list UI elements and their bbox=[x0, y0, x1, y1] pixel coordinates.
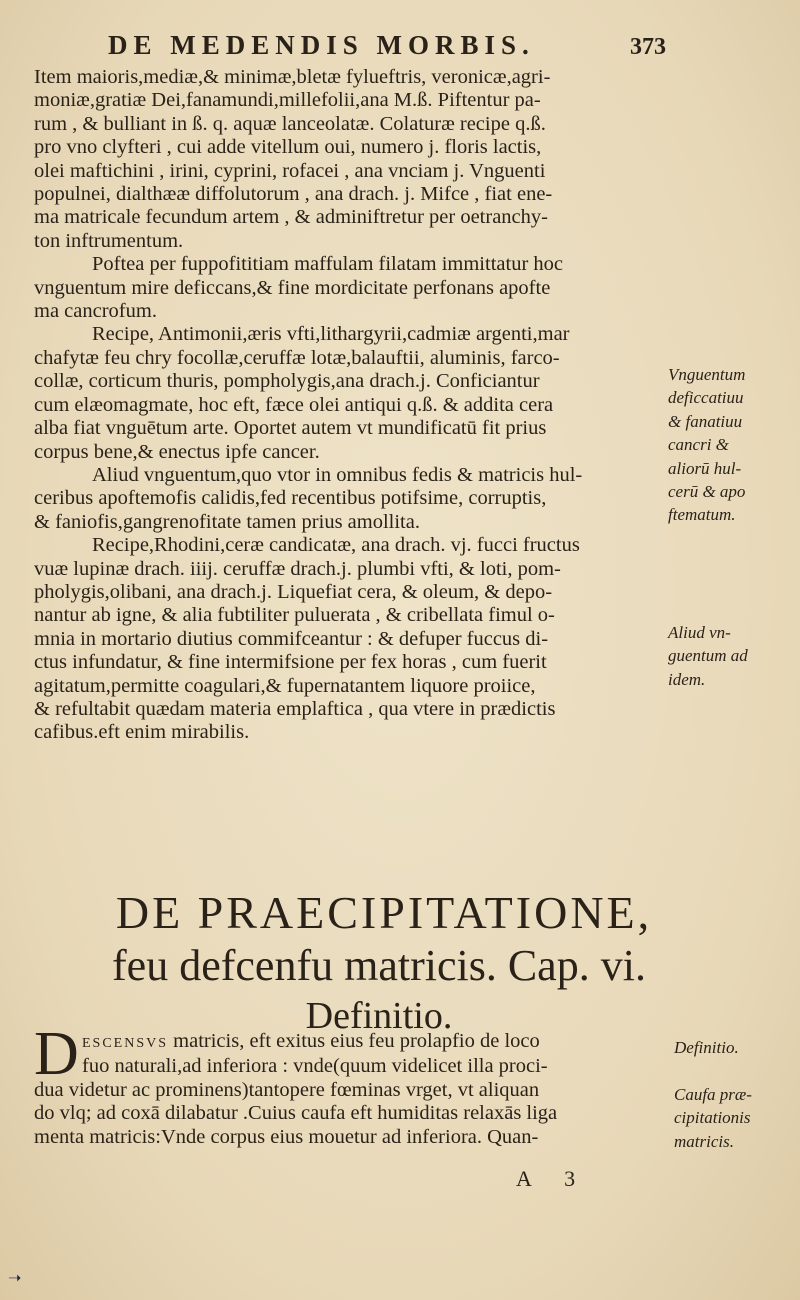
margin-note: aliorū hul- bbox=[668, 458, 742, 478]
chapter-line bbox=[34, 1030, 674, 1055]
text-line: Poftea per fuppofititiam maffulam filatam immittatur hoc bbox=[92, 253, 563, 276]
text-line: Aliud vnguentum,quo vtor in omnibus fedis & matricis hul- bbox=[92, 463, 583, 486]
page-number: 373 bbox=[630, 34, 666, 60]
chapter-line: menta matricis:Vnde corpus eius mouetur ad inferiora. Quan- bbox=[34, 1125, 539, 1148]
margin-note: ftematum. bbox=[668, 505, 736, 525]
arrow-icon: ➝ bbox=[8, 1270, 22, 1287]
text-line: pro vno clyfteri , cui adde vitellum oui, numero j. floris lactis, bbox=[34, 136, 542, 159]
text-line: chafytæ feu chry focollæ,ceruffæ lotæ,balauftii, aluminis, farco- bbox=[34, 346, 560, 369]
first-word: ESCENSVS bbox=[82, 1036, 169, 1051]
text-line: cum elæomagmate, hoc eft, fæce olei antiqui q.ß. & addita cera bbox=[34, 393, 554, 416]
margin-gap bbox=[668, 527, 798, 621]
text-line: populnei, dialthææ diffolutorum , ana drach. j. Mifce , fiat ene- bbox=[34, 183, 553, 206]
text-line: ton inftrumentum. bbox=[34, 229, 184, 252]
margin-note: cancri & bbox=[668, 435, 729, 455]
text-line: pholygis,olibani, ana drach.j. Liquefiat cera, & oleum, & depo- bbox=[34, 580, 553, 603]
text-line: agitatum,permitte coagulari,& fupernatantem liquore proiice, bbox=[34, 674, 536, 697]
text-line: & refultabit quædam materia emplaftica , qua vtere in prædictis bbox=[34, 697, 556, 720]
text-line: corpus bene,& enectus ipfe cancer. bbox=[34, 440, 320, 463]
margin-note: deficcatiuu bbox=[668, 388, 744, 408]
margin-note: & fanatiuu bbox=[668, 411, 743, 431]
signature-mark: A 3 bbox=[516, 1166, 590, 1191]
chapter-line: fuo naturali,ad inferiora : vnde(quum videlicet illa proci- bbox=[82, 1055, 548, 1078]
chapter-line: dua videtur ac prominens)tantopere fœminas vrget, vt aliquan bbox=[34, 1078, 540, 1101]
chapter-line-text: matricis, eft exitus eius feu prolapfio de loco bbox=[168, 1030, 540, 1052]
chapter-margin-note: cipitationis bbox=[674, 1108, 751, 1128]
chapter-subtitle: feu defcenfu matricis. Cap. vi. bbox=[112, 941, 646, 990]
margin-note: cerū & apo bbox=[668, 481, 746, 501]
chapter-margin-note bbox=[674, 1059, 799, 1082]
body-text bbox=[34, 66, 634, 745]
text-line: & faniofis,gangrenofitate tamen prius amollita. bbox=[34, 510, 420, 533]
text-line: mnia in mortario diutius commifceantur : & defuper fuccus di- bbox=[34, 627, 549, 650]
text-line: alba fiat vnguētum arte. Oportet autem vt mundificatū fit prius bbox=[34, 417, 547, 440]
text-line: ma matricale fecundum artem , & adminiftretur per oetranchy- bbox=[34, 206, 548, 229]
text-line: Recipe,Rhodini,ceræ candicatæ, ana drach. vj. fucci fructus bbox=[92, 534, 580, 557]
chapter-line: do vlq; ad coxā dilabatur .Cuius caufa eft humiditas relaxās liga bbox=[34, 1102, 558, 1125]
margin-note: idem. bbox=[668, 669, 706, 689]
chapter-margin-note: Caufa præ- bbox=[674, 1084, 752, 1104]
text-line: cafibus.eft enim mirabilis. bbox=[34, 721, 250, 744]
chapter-margin-notes bbox=[674, 1036, 799, 1153]
chapter-margin-note: matricis. bbox=[674, 1131, 734, 1151]
text-line: ceribus apoftemofis calidis,fed recentibus potifsime, corruptis, bbox=[34, 487, 547, 510]
drop-cap: D bbox=[34, 1020, 79, 1088]
text-line: ma cancrofum. bbox=[34, 300, 157, 323]
text-line: Item maioris,mediæ,& minimæ,bletæ fylueftris, veronicæ,agri- bbox=[34, 66, 551, 88]
chapter-margin-note: Definitio. bbox=[674, 1038, 739, 1057]
text-line: vuæ lupinæ drach. iiij. ceruffæ drach.j. plumbi vfti, & loti, pom- bbox=[34, 557, 561, 580]
definition-heading: Definitio. bbox=[305, 995, 453, 1037]
text-line: nantur ab igne, & alia fubtiliter puluerata , & cribellata fimul o- bbox=[34, 604, 555, 627]
margin-note: Vnguentum bbox=[668, 365, 746, 384]
text-line: vnguentum mire deficcans,& fine mordicitate perfonans apofte bbox=[34, 276, 551, 299]
text-line: Recipe, Antimonii,æris vfti,lithargyrii,cadmiæ argenti,mar bbox=[92, 323, 570, 346]
margin-note: guentum ad bbox=[668, 646, 748, 666]
text-line: rum , & bulliant in ß. q. aquæ lanceolatæ. Colaturæ recipe q.ß. bbox=[34, 112, 546, 135]
text-line: olei maftichini , irini, cyprini, rofacei , ana vnciam j. Vnguenti bbox=[34, 159, 546, 182]
running-head: DE MEDENDIS MORBIS. bbox=[108, 30, 535, 60]
chapter-opening bbox=[34, 1020, 674, 1149]
margin-note: Aliud vn- bbox=[668, 622, 731, 642]
chapter-title: DE PRAECIPITATIONE, bbox=[115, 887, 653, 938]
text-line: ctus infundatur, & fine intermifsione per fex horas , cum fuerit bbox=[34, 651, 547, 674]
text-line: collæ, corticum thuris, pompholygis,ana drach.j. Conficiantur bbox=[34, 370, 540, 393]
margin-notes bbox=[668, 363, 798, 691]
text-line: moniæ,gratiæ Dei,fanamundi,millefolii,ana M.ß. Piftentur pa- bbox=[34, 89, 541, 112]
chapter-title-block bbox=[34, 886, 774, 1040]
